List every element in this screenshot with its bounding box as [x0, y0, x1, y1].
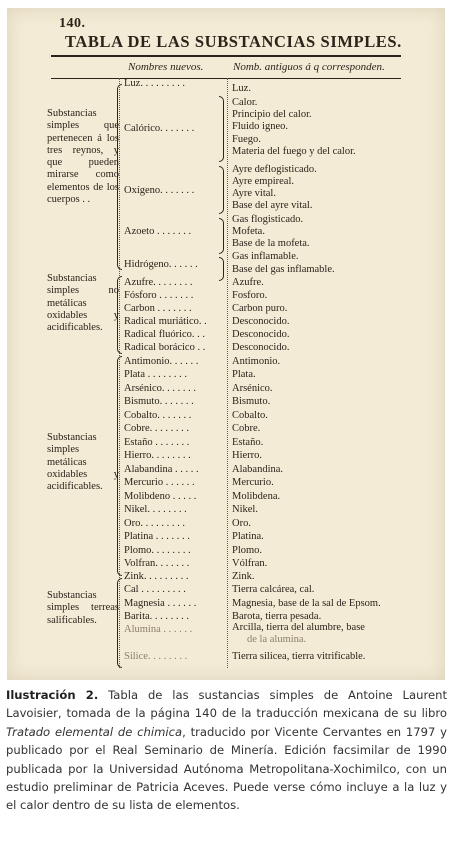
old-name-31-1: de la alumina.	[247, 634, 307, 645]
header-rule	[51, 78, 401, 79]
figure-caption	[6, 686, 447, 815]
new-name-30: Barita. . . . . . . .	[124, 611, 190, 622]
group-bracket-2	[117, 276, 122, 354]
old-name-14-0: Bismuto.	[232, 396, 271, 407]
old-name-20-0: Mercurio.	[232, 477, 274, 488]
old-name-3-2: Base de la mofeta.	[232, 238, 310, 249]
new-name-11: Antimonio. . . . . .	[124, 356, 199, 367]
group-bracket-1	[117, 84, 122, 270]
new-name-18: Hierro. . . . . . . .	[124, 450, 191, 461]
column-header-new-names: Nombres nuevos.	[128, 61, 204, 73]
new-name-26: Volfran. . . . . . .	[124, 558, 190, 569]
new-name-9: Radical fluórico. . .	[124, 329, 206, 340]
old-name-25-0: Plomo.	[232, 545, 263, 556]
scanned-page-image	[7, 8, 445, 680]
new-name-29: Magnesia . . . . . .	[124, 598, 197, 609]
page-number: 140.	[59, 16, 86, 31]
old-name-26-0: Vólfran.	[232, 558, 268, 569]
column-header-old-names: Nomb. antiguos á q corresponden.	[233, 61, 385, 73]
old-name-8-0: Desconocido.	[232, 316, 290, 327]
old-name-31-0: Arcilla, tierra del alumbre, base	[232, 622, 365, 633]
old-name-0-0: Luz.	[232, 83, 251, 94]
old-name-1-2: Fluido igneo.	[232, 121, 289, 132]
old-name-7-0: Carbon puro.	[232, 303, 288, 314]
new-name-4: Hidrógeno. . . . . .	[124, 259, 198, 270]
column-divider-2	[227, 78, 228, 668]
new-name-12: Plata . . . . . . . .	[124, 369, 187, 380]
caption-book-title: Tratado elemental de chimica	[6, 724, 183, 739]
new-name-5: Azufre. . . . . . . .	[124, 277, 193, 288]
old-name-29-0: Magnesia, base de la sal de Epsom.	[232, 598, 381, 609]
new-name-25: Plomo. . . . . . . .	[124, 545, 191, 556]
old-name-2-1: Ayre empireal.	[232, 176, 295, 187]
old-name-12-0: Plata.	[232, 369, 256, 380]
group-label-2: Substancias simples no metálicas oxidables y acidificables.	[47, 273, 119, 334]
old-name-16-0: Cobre.	[232, 423, 261, 434]
old-name-3-1: Mofeta.	[232, 226, 265, 237]
new-name-0: Luz. . . . . . . . .	[124, 78, 185, 89]
new-name-24: Platina . . . . . . .	[124, 531, 190, 542]
group-bracket-4	[117, 578, 122, 668]
new-name-28: Cal . . . . . . . . .	[124, 584, 186, 595]
old-name-6-0: Fosforo.	[232, 290, 268, 301]
brace-calorico	[219, 96, 224, 162]
old-name-10-0: Desconocido.	[232, 342, 290, 353]
old-name-4-1: Base del gas inflamable.	[232, 264, 335, 275]
new-name-21: Molibdeno . . . . .	[124, 491, 197, 502]
old-name-32-0: Tierra silicea, tierra vitrificable.	[232, 651, 366, 662]
old-name-21-0: Molibdena.	[232, 491, 281, 502]
old-name-2-2: Ayre vital.	[232, 188, 276, 199]
old-name-22-0: Nikel.	[232, 504, 258, 515]
old-name-24-0: Platina.	[232, 531, 264, 542]
new-name-17: Estaño . . . . . . .	[124, 437, 190, 448]
brace-oxigeno	[219, 166, 224, 214]
old-name-2-3: Base del ayre vital.	[232, 200, 313, 211]
new-name-13: Arsénico. . . . . . .	[124, 383, 197, 394]
new-name-3: Azoeto . . . . . . .	[124, 226, 192, 237]
caption-label: Ilustración 2.	[6, 688, 99, 702]
old-name-9-0: Desconocido.	[232, 329, 290, 340]
old-name-13-0: Arsénico.	[232, 383, 273, 394]
group-label-4: Substancias simples terreas salificables.	[47, 590, 119, 626]
old-name-1-4: Materia del fuego y del calor.	[232, 146, 356, 157]
new-name-20: Mercurio . . . . . .	[124, 477, 195, 488]
caption-text-1: Tabla de las sustancias simples de Antoine Laurent Lavoisier, tomada de la página 140 de la traducción mexicana de su libro	[6, 688, 447, 721]
new-name-14: Bismuto. . . . . . .	[124, 396, 194, 407]
new-name-32: Silice. . . . . . . .	[124, 651, 188, 662]
brace-hidrogeno	[219, 257, 224, 281]
new-name-6: Fósforo . . . . . . .	[124, 290, 194, 301]
old-name-30-0: Barota, tierra pesada.	[232, 611, 322, 622]
old-name-2-0: Ayre deflogisticado.	[232, 164, 317, 175]
old-name-28-0: Tierra calcárea, cal.	[232, 584, 315, 595]
old-name-23-0: Oro.	[232, 518, 251, 529]
new-name-15: Cobalto. . . . . . .	[124, 410, 192, 421]
new-name-23: Oro. . . . . . . . .	[124, 518, 185, 529]
brace-azoeto	[219, 218, 224, 254]
group-label-3: Substancias simples metálicas oxidables y acidificables.	[47, 432, 119, 493]
new-name-16: Cobre. . . . . . . .	[124, 423, 190, 434]
new-name-8: Radical muriático. .	[124, 316, 207, 327]
new-name-22: Nikel. . . . . . . .	[124, 504, 187, 515]
new-name-7: Carbon . . . . . . .	[124, 303, 192, 314]
old-name-27-0: Zink.	[232, 571, 255, 582]
new-name-19: Alabandina . . . . .	[124, 464, 199, 475]
group-bracket-3	[117, 356, 122, 576]
old-name-1-3: Fuego.	[232, 134, 261, 145]
old-name-5-0: Azufre.	[232, 277, 264, 288]
old-name-3-0: Gas flogisticado.	[232, 214, 304, 225]
new-name-31: Alumina . . . . . .	[124, 624, 193, 635]
old-name-15-0: Cobalto.	[232, 410, 268, 421]
new-name-10: Radical borácico . .	[124, 342, 206, 353]
new-name-2: Oxígeno. . . . . . .	[124, 185, 195, 196]
old-name-11-0: Antimonio.	[232, 356, 281, 367]
old-name-1-0: Calor.	[232, 97, 258, 108]
old-name-4-0: Gas inflamable.	[232, 251, 299, 262]
new-name-27: Zink. . . . . . . . .	[124, 571, 189, 582]
old-name-1-1: Principio del calor.	[232, 109, 312, 120]
old-name-17-0: Estaño.	[232, 437, 264, 448]
caption-text-2: , traducido por Vicente Cervantes en 1797 y publicado por el Real Seminario de Minería. Edición facsimilar de 1990 publicada por la Universidad Autónoma Metropolitana-Xochimilco, con un estudio preliminar de Patricia Aceves. Puede verse cómo incluye a la luz y el calor dentro de su lista de elementos.	[6, 724, 447, 813]
old-name-18-0: Hierro.	[232, 450, 263, 461]
table-title: TABLA DE LAS SUBSTANCIAS SIMPLES.	[65, 32, 402, 51]
old-name-19-0: Alabandina.	[232, 464, 284, 475]
new-name-1: Calórico. . . . . . .	[124, 123, 195, 134]
group-label-1: Substancias simples que pertenecen á los tres reynos, y que pueden mirarse como elementos de los cuerpos . .	[47, 108, 119, 206]
title-rule	[51, 55, 401, 57]
